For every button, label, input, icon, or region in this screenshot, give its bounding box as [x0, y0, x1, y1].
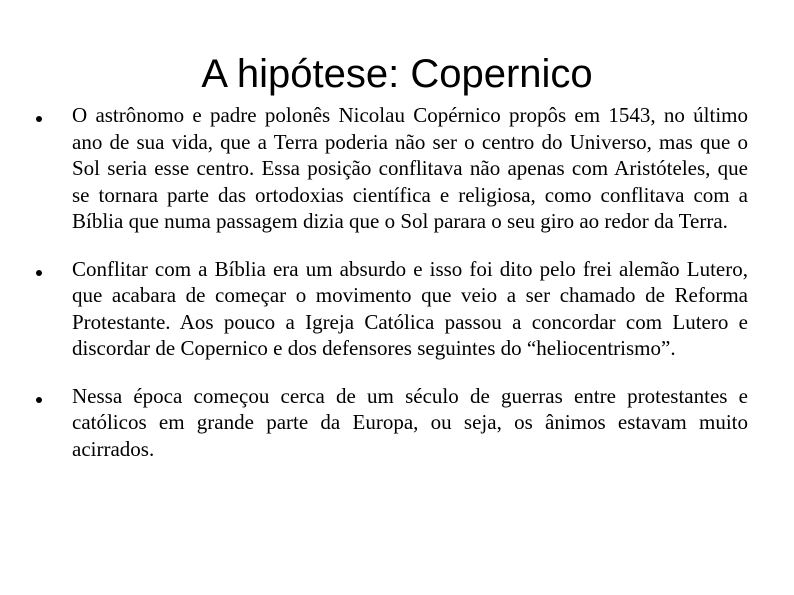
bullet-text: O astrônomo e padre polonês Nicolau Copérnico propôs em 1543, no último ano de sua vida, que a Terra poderia não ser o centro do Universo, mas que o Sol seria esse centro. Essa posição conflitava não apenas com Aristóteles, que se tornara parte das ortodoxias científica e religiosa, como conflitava com a Bíblia que numa passagem dizia que o Sol parara o seu giro ao redor da Terra. [72, 103, 748, 233]
bullet-text: Nessa época começou cerca de um século de guerras entre protestantes e católicos em grande parte da Europa, ou seja, os ânimos estavam muito acirrados. [72, 383, 748, 461]
bullet-dot-icon [36, 116, 42, 122]
bullet-item [36, 102, 748, 235]
bullet-item [36, 383, 748, 463]
bullet-text: Conflitar com a Bíblia era um absurdo e isso foi dito pelo frei alemão Lutero, que acabara de começar o movimento que veio a ser chamado de Reforma Protestante. Aos pouco a Igreja Católica passou a concordar com Lutero e discordar de Copernico e dos defensores seguintes do “heliocentrismo”. [72, 256, 748, 360]
bullet-list [36, 102, 748, 483]
bullet-item [36, 256, 748, 362]
bullet-dot-icon [36, 397, 42, 403]
bullet-dot-icon [36, 270, 42, 276]
slide-title: A hipótese: Copernico [201, 52, 593, 96]
